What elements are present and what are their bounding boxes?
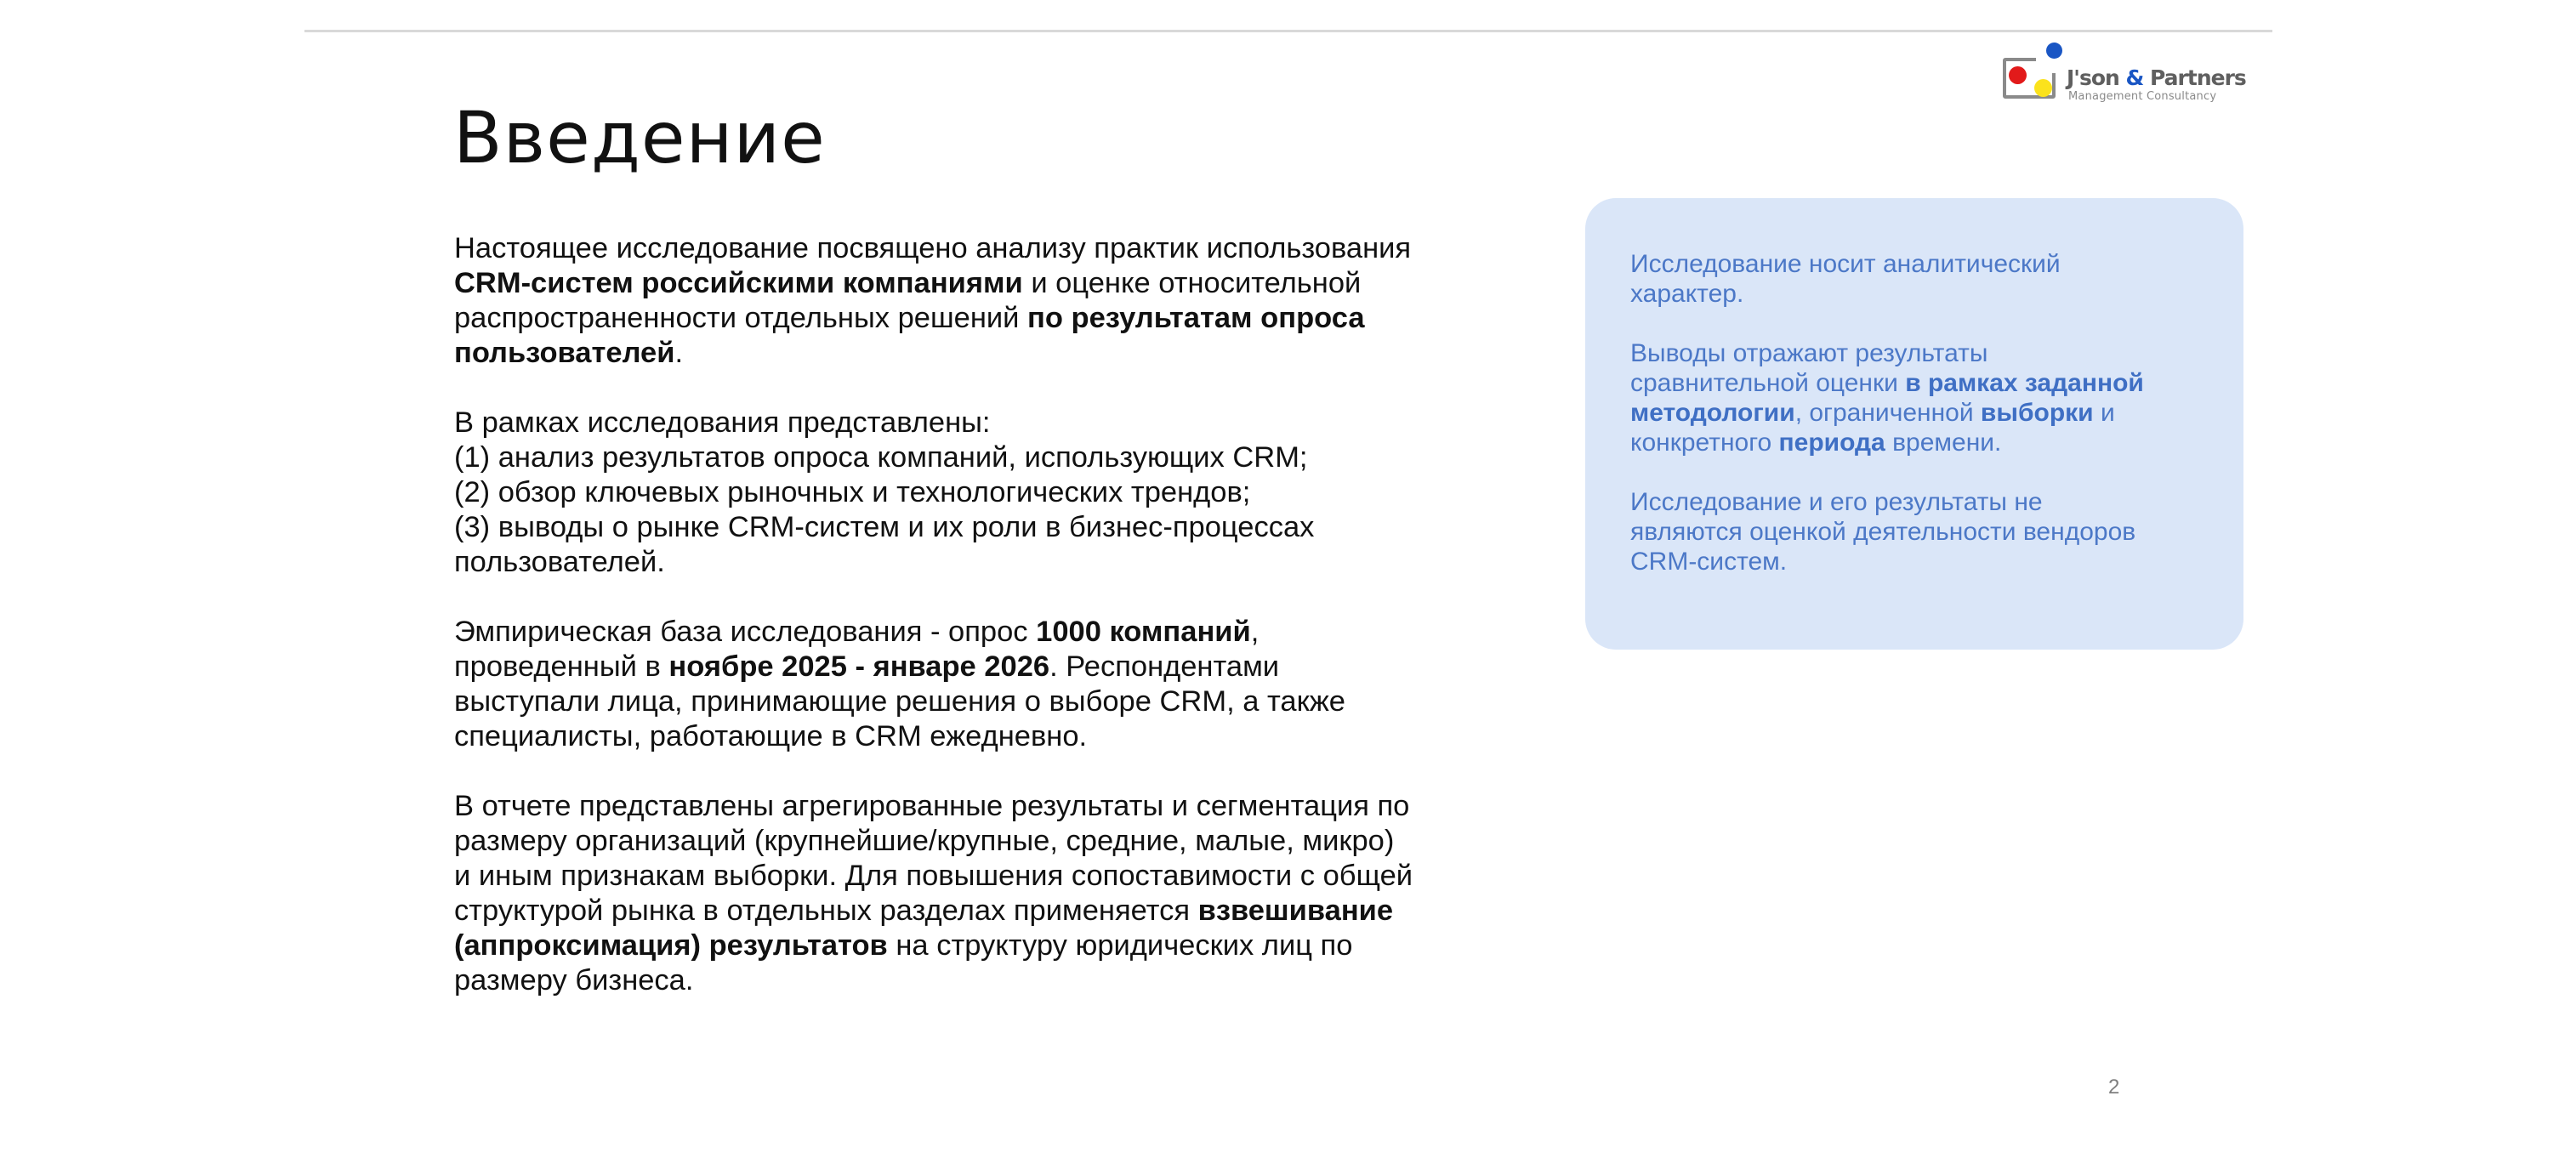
scope-item-2: (2) обзор ключевых рыночных и технологических трендов; [454, 476, 1251, 508]
logo-yellow-dot-icon [2034, 79, 2052, 97]
page-title: Введение [453, 96, 826, 179]
scope-item-1: (1) анализ результатов опроса компаний, использующих CRM; [454, 441, 1308, 474]
company-logo [1999, 39, 2254, 111]
logo-subtitle: Management Consultancy [2068, 90, 2217, 103]
callout-paragraph-1: Исследование носит аналитический характер. [1630, 250, 2061, 308]
main-body-text [454, 231, 1560, 1033]
logo-name: J'son & Partners [2067, 65, 2246, 90]
callout-paragraph-2: Выводы отражают результаты сравнительной оценки в рамках заданной методологии, ограниченной выборки и конкретного периода времени. [1630, 339, 2144, 457]
intro-paragraph: Настоящее исследование посвящено анализу практик использования CRM-систем российскими компаниями и оценке относительной распространенности отдельных решений по результатам опроса пользователей. [454, 232, 1412, 369]
callout-paragraph-3: Исследование и его результаты не являются оценкой деятельности вендоров CRM-систем. [1630, 488, 2136, 576]
logo-blue-dot-icon [2046, 43, 2062, 59]
page-number: 2 [2108, 1076, 2120, 1099]
header-divider [304, 30, 2272, 32]
scope-paragraph: В рамках исследования представлены: (1) анализ результатов опроса компаний, использующих CRM; (2) обзор ключевых рыночных и технологических трендов; (3) выводы о рынке CRM-систем и их роли в бизнес-процессах пользователей. [454, 406, 1560, 580]
methodology-paragraph: Эмпирическая база исследования - опрос 1000 компаний, проведенный в ноябре 2025 - январе 2026. Респондентами выступали лица, принимающие решения о выборе CRM, а также специалисты, работающие в CRM ежедневно. [454, 616, 1345, 752]
scope-item-3: (3) выводы о рынке CRM-систем и их роли в бизнес-процессах [454, 511, 1315, 543]
logo-red-dot-icon [2009, 66, 2027, 84]
disclaimer-callout [1585, 198, 2243, 650]
segmentation-paragraph: В отчете представлены агрегированные результаты и сегментация по размеру организаций (крупнейшие/крупные, средние, малые, микро) и иным признакам выборки. Для повышения сопоставимости с общей структурой рынка в отдельных разделах применяется взвешивание (аппроксимация) результатов на структуру юридических лиц по размеру бизнеса. [454, 790, 1413, 996]
